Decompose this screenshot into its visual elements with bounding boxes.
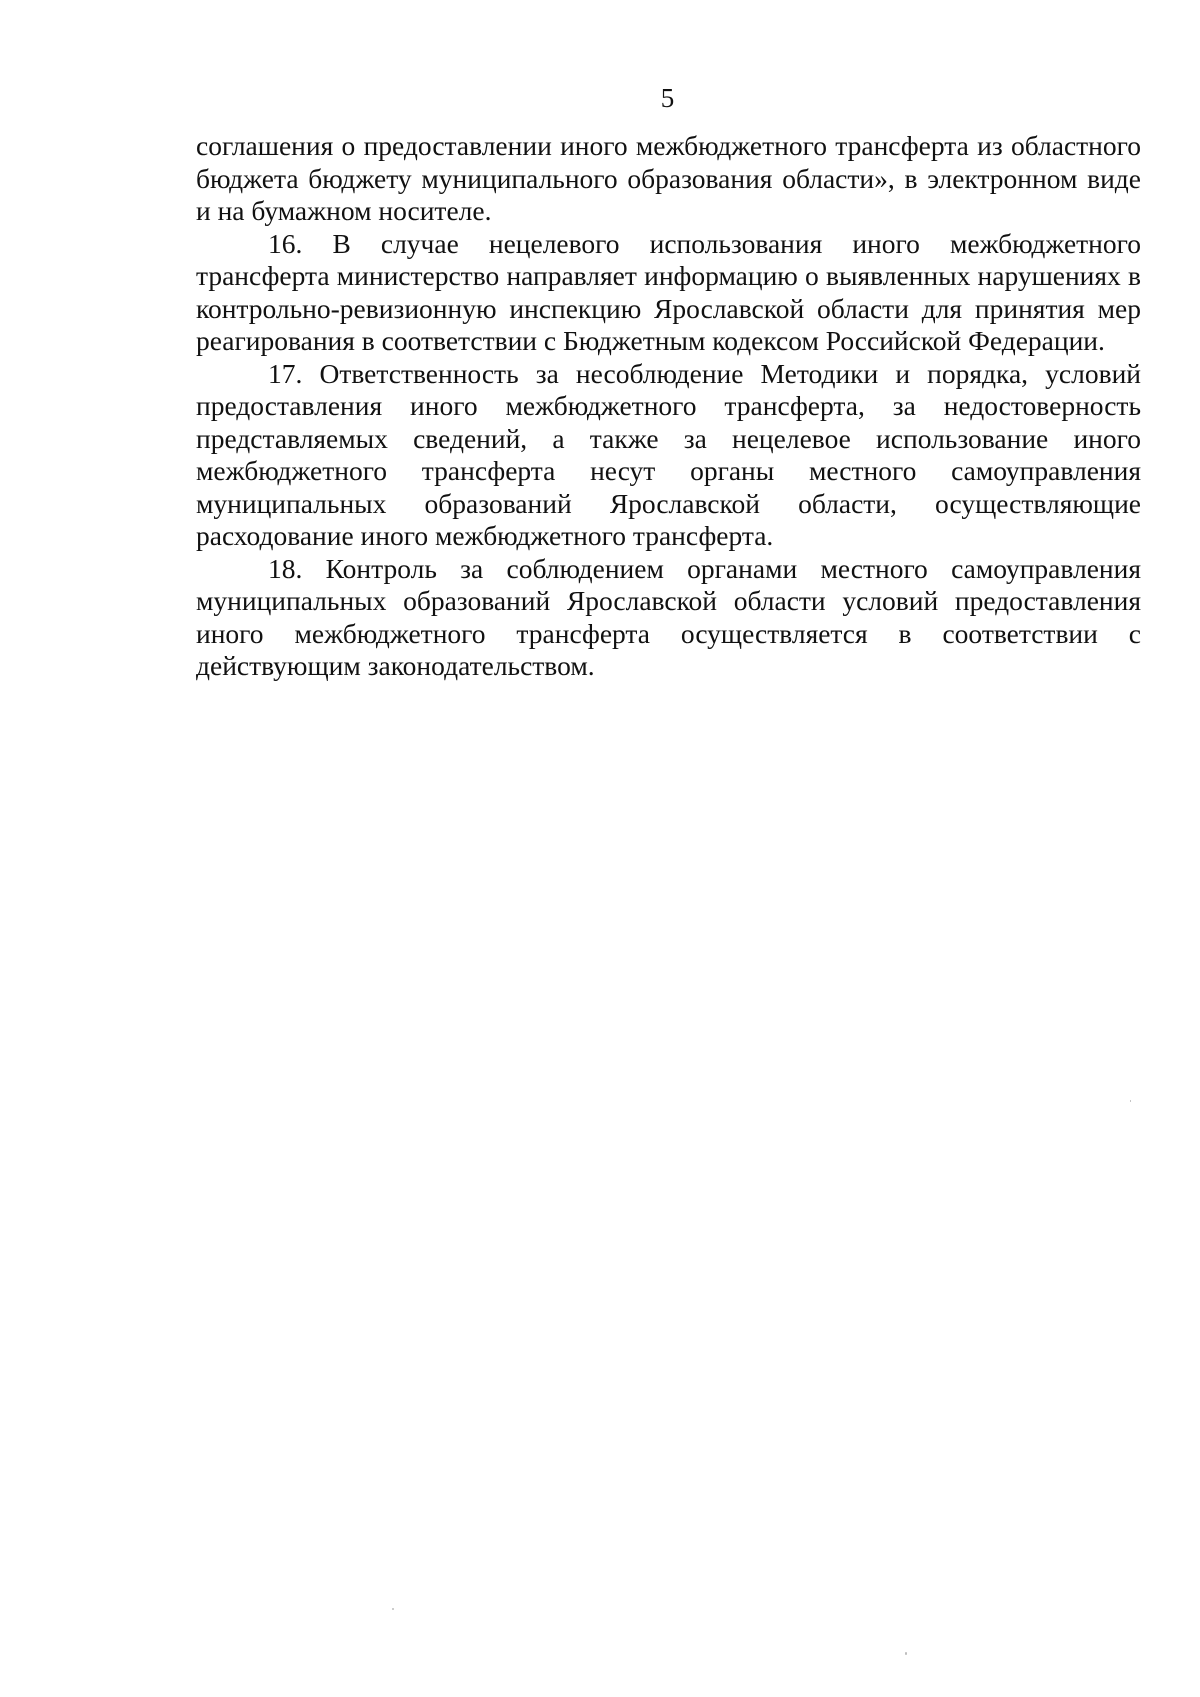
scan-speck bbox=[1130, 1100, 1131, 1102]
paragraph-18: 18. Контроль за соблюдением органами местного самоуправления муниципальных образований Ярославской области условий предоставления иного межбюджетного трансферта осуществляется в соответствии с действующим законодательством. bbox=[196, 552, 1141, 681]
scan-speck bbox=[905, 1652, 907, 1655]
paragraph-17: 17. Ответственность за несоблюдение Методики и порядка, условий предоставления иного межбюджетного трансферта, за недостоверность представляемых сведений, а также за нецелевое использование иного межбюджетного трансферта несут органы местного самоуправления муниципальных образований Ярославской области, осуществляющие расходование иного межбюджетного трансферта. bbox=[196, 357, 1141, 551]
paragraph-16: 16. В случае нецелевого использования иного межбюджетного трансферта министерство направляет информацию о выявленных нарушениях в контрольно-ревизионную инспекцию Ярославской области для принятия мер реагирования в соответствии с Бюджетным кодексом Российской Федерации. bbox=[196, 227, 1141, 356]
document-body bbox=[196, 130, 1141, 683]
scan-speck bbox=[392, 1608, 394, 1610]
paragraph-continued: соглашения о предоставлении иного межбюджетного трансферта из областного бюджета бюджету муниципального образования области», в электронном виде и на бумажном носителе. bbox=[196, 130, 1141, 226]
page-number: 5 bbox=[660, 83, 675, 113]
